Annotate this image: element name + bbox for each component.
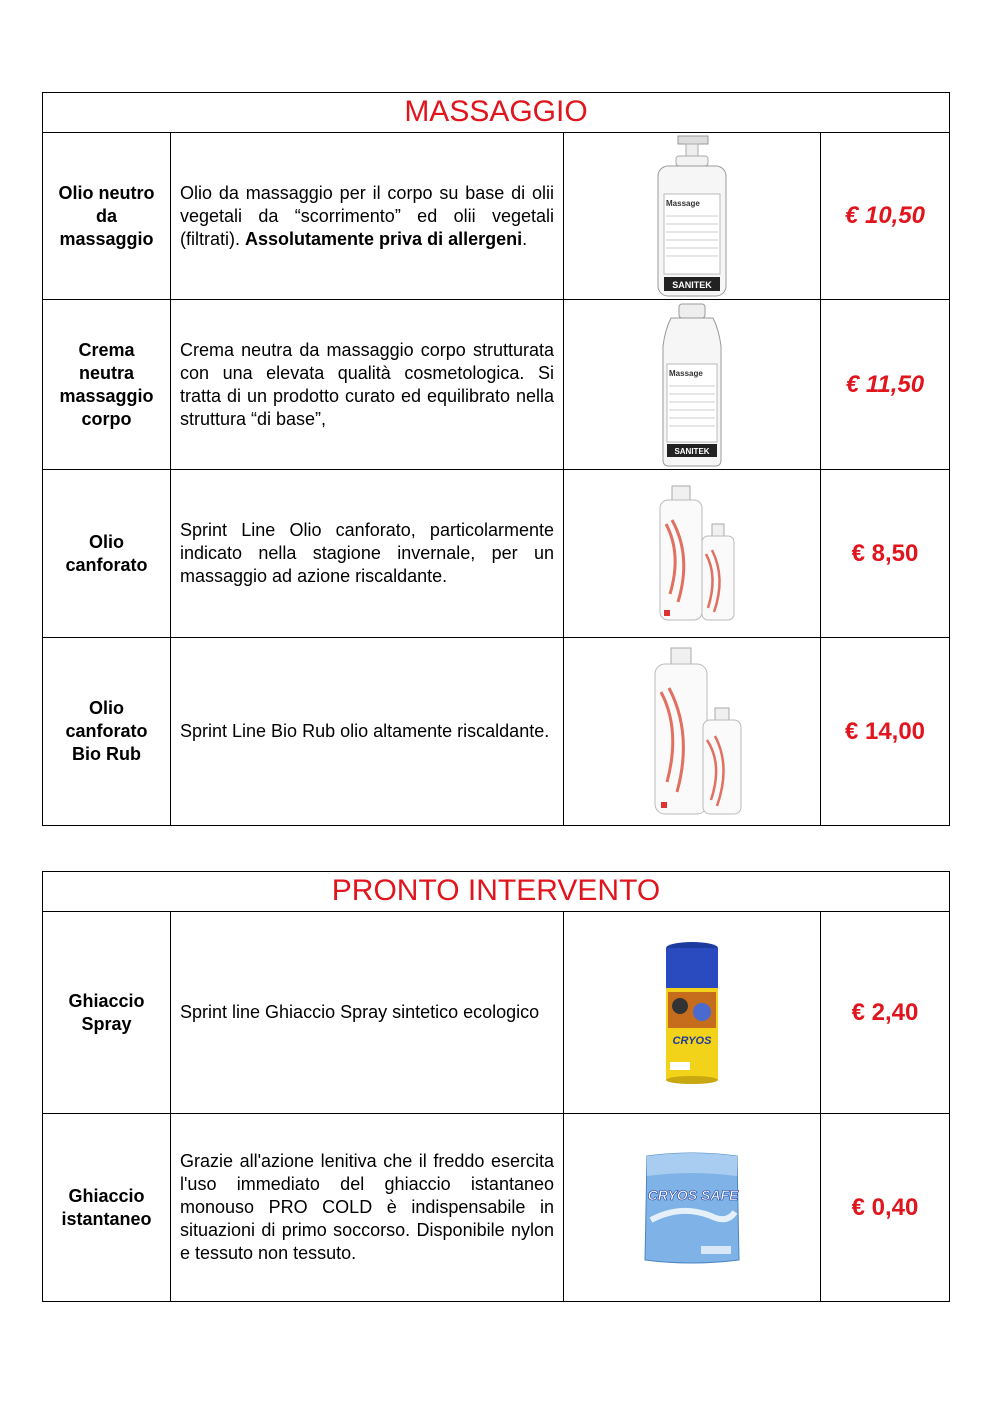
- spray-can-icon: [662, 940, 722, 1085]
- cold-pack-icon: [641, 1150, 743, 1266]
- product-image: [564, 1114, 821, 1301]
- product-price: € 0,40: [851, 1193, 919, 1221]
- product-name: Olio canforato: [43, 470, 171, 637]
- description-text: Crema neutra da massaggio corpo strutturata con una elevata qualità cosmetologica. Si tratta di un prodotto curato ed equilibrato nella struttura “di base”,: [180, 339, 554, 429]
- pump-bottle-icon: [652, 134, 732, 299]
- product-name: Ghiaccio istantaneo: [43, 1114, 171, 1301]
- product-image: [564, 912, 821, 1113]
- product-image: [564, 133, 821, 299]
- product-name: Crema neutra massaggio corpo: [43, 300, 171, 469]
- product-price: € 8,50: [851, 539, 919, 567]
- bottle-brand: SANITEK: [674, 446, 710, 456]
- product-description: [171, 133, 564, 299]
- section-massaggio: [42, 92, 950, 826]
- bottle-label: Massage: [669, 368, 703, 378]
- bottles-icon: [642, 484, 742, 624]
- product-price: € 2,40: [851, 998, 919, 1026]
- section-title: MASSAGGIO: [43, 93, 949, 133]
- product-price: € 14,00: [844, 717, 926, 745]
- table-row: [43, 1114, 949, 1301]
- section-title: PRONTO INTERVENTO: [43, 872, 949, 912]
- description-bold: Assolutamente priva di allergeni: [245, 228, 523, 249]
- bottles-icon: [637, 646, 747, 818]
- product-image: [564, 300, 821, 469]
- product-image: [564, 638, 821, 825]
- product-price: € 10,50: [844, 202, 926, 229]
- can-brand: CRYOS: [672, 1035, 712, 1047]
- table-row: [43, 133, 949, 300]
- table-row: [43, 470, 949, 638]
- product-description: [171, 1114, 564, 1301]
- product-price: € 11,50: [845, 370, 925, 398]
- description-end: .: [522, 228, 528, 249]
- pack-brand: CRYOS SAFE: [647, 1186, 739, 1203]
- bottle-brand: SANITEK: [672, 279, 712, 290]
- product-description: [171, 638, 564, 825]
- description-text: Grazie all'azione lenitiva che il freddo esercita l'uso immediato del ghiaccio istantaneo monouso PRO COLD è indispensabile in situazioni di primo soccorso. Disponibile nylon e tessuto non tessuto.: [180, 1151, 554, 1263]
- bottle-icon: [657, 302, 727, 468]
- description-text: Sprint Line Olio canforato, particolarmente indicato nella stagione invernale, per un massaggio ad azione riscaldante.: [180, 520, 554, 586]
- description-text: Olio da massaggio per il corpo su base di olii vegetali da “scorrimento” ed olii vegetali (filtrati).: [180, 182, 554, 249]
- description-text: Sprint Line Bio Rub olio altamente riscaldante.: [180, 721, 550, 741]
- product-description: [171, 912, 564, 1113]
- product-description: [171, 300, 564, 469]
- section-pronto-intervento: [42, 871, 950, 1302]
- product-name: Olio canforato Bio Rub: [43, 638, 171, 825]
- product-description: [171, 470, 564, 637]
- table-row: [43, 300, 949, 470]
- table-row: [43, 912, 949, 1114]
- description-text: Sprint line Ghiaccio Spray sintetico ecologico: [180, 1002, 540, 1022]
- product-name: Olio neutro da massaggio: [43, 133, 171, 299]
- product-image: [564, 470, 821, 637]
- table-row: [43, 638, 949, 825]
- bottle-label: Massage: [666, 198, 700, 208]
- product-name: Ghiaccio Spray: [43, 912, 171, 1113]
